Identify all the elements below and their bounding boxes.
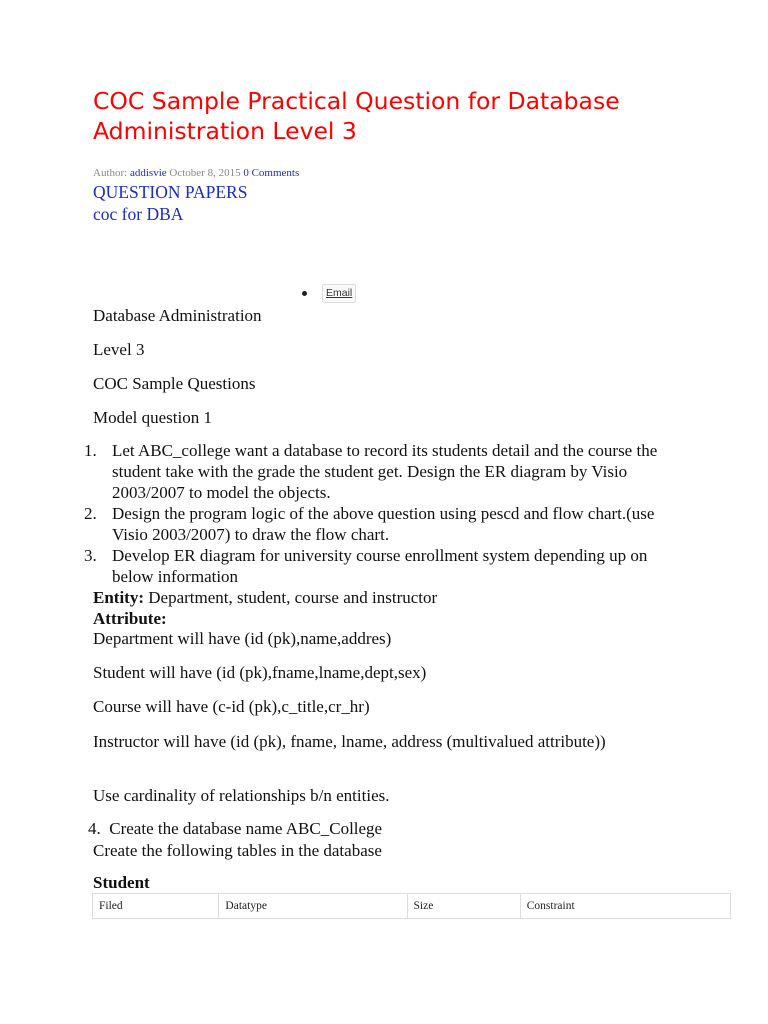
entity-line xyxy=(93,587,437,608)
question-number: 2. xyxy=(84,504,97,523)
entity-label: Entity: xyxy=(93,588,144,607)
create-tables-instruction: Create the following tables in the database xyxy=(93,841,382,860)
question-number: 1. xyxy=(84,441,97,460)
author-prefix: Author: xyxy=(93,167,130,179)
attribute-label: Attribute: xyxy=(93,609,167,628)
question-number: 4. xyxy=(88,819,101,838)
table-header-cell: Datatype xyxy=(219,894,407,919)
comments-link[interactable]: 0 Comments xyxy=(243,167,300,179)
table-title: Student xyxy=(93,873,150,892)
attribute-student: Student will have (id (pk),fname,lname,dept,sex) xyxy=(93,663,427,682)
category-link-question-papers[interactable]: QUESTION PAPERS xyxy=(93,182,248,202)
attribute-department: Department will have (id (pk),name,addres) xyxy=(93,629,392,648)
list-item xyxy=(84,440,693,503)
table-header-cell: Size xyxy=(407,894,520,919)
list-item xyxy=(84,545,693,587)
heading-level: Level 3 xyxy=(93,340,145,359)
student-table xyxy=(92,893,731,919)
post-meta xyxy=(93,166,299,180)
category-link-coc-for-dba[interactable]: coc for DBA xyxy=(93,204,184,224)
heading-model-question: Model question 1 xyxy=(93,408,212,427)
question-text: Let ABC_college want a database to record its students detail and the course the student take with the grade the student get. Design the ER diagram by Visio 2003/2007 to model the objects. xyxy=(112,441,658,502)
cardinality-note: Use cardinality of relationships b/n entities. xyxy=(93,786,390,805)
email-share-button[interactable]: Email xyxy=(322,284,356,303)
list-bullet xyxy=(302,291,307,296)
question-text: Design the program logic of the above question using pescd and flow chart.(use Visio 2003/2007) to draw the flow chart. xyxy=(112,504,655,544)
question-4 xyxy=(88,818,382,839)
attribute-instructor: Instructor will have (id (pk), fname, lname, address (multivalued attribute)) xyxy=(93,732,606,751)
question-list xyxy=(84,440,693,587)
question-text: Develop ER diagram for university course enrollment system depending up on below information xyxy=(112,546,648,586)
list-item xyxy=(84,503,693,545)
share-bar xyxy=(302,284,356,303)
post-date: October 8, 2015 xyxy=(166,167,244,179)
author-link[interactable]: addisvie xyxy=(129,167,167,179)
table-header-cell: Constraint xyxy=(520,894,730,919)
entity-text: Department, student, course and instructor xyxy=(144,588,438,607)
table-header-cell: Filed xyxy=(93,894,219,919)
attribute-course: Course will have (c-id (pk),c_title,cr_hr) xyxy=(93,697,370,716)
table-row xyxy=(93,894,731,919)
question-text: Create the database name ABC_College xyxy=(109,819,383,838)
heading-coc-sample: COC Sample Questions xyxy=(93,374,256,393)
post-title: COC Sample Practical Question for Database Administration Level 3 xyxy=(93,87,620,145)
question-number: 3. xyxy=(84,546,97,565)
heading-subject: Database Administration xyxy=(93,306,262,325)
